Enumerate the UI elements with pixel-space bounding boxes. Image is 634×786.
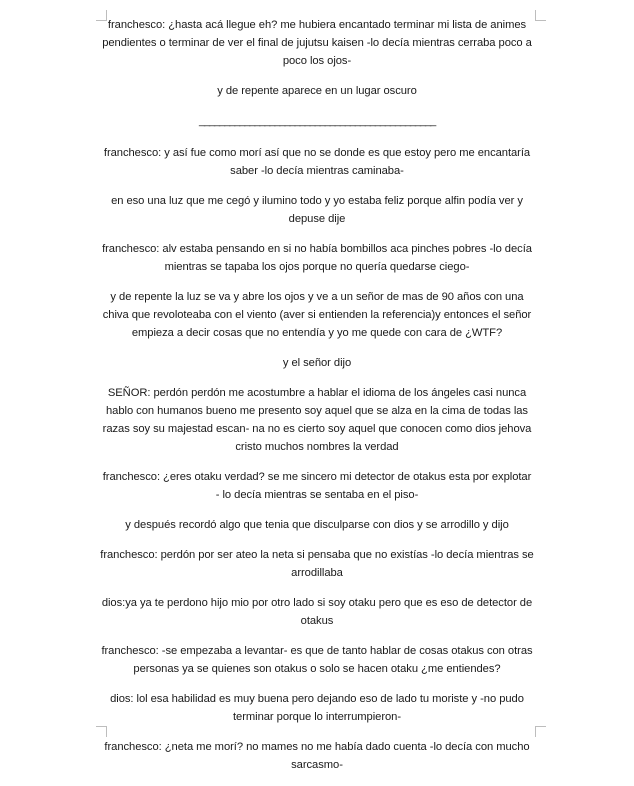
paragraph: dios:ya ya te perdono hijo mio por otro lado si soy otaku pero que es eso de detector de otakus xyxy=(101,597,533,627)
paragraph: franchesco: -se empezaba a levantar- es que de tanto hablar de cosas otakus con otras personas ya se quienes son otakus o solo se hacen otaku ¿me entiendes? xyxy=(101,645,533,675)
separator-line: _______________________________________________ xyxy=(198,115,436,127)
paragraph: franchesco: y así fue como morí así que no se donde es que estoy pero me encantaría saber -lo decía mientras caminaba- xyxy=(103,147,531,177)
paragraph: franchesco: ¿eres otaku verdad? se me sincero mi detector de otakus esta por explotar - lo decía mientras se sentaba en el piso- xyxy=(102,471,532,501)
paragraph: y de repente aparece en un lugar oscuro xyxy=(217,85,417,97)
margin-corner-mark xyxy=(535,10,546,21)
paragraph: y de repente la luz se va y abre los ojos y ve a un señor de mas de 90 años con una chiva que revoloteaba con el viento (aver si entienden la referencia)y entonces el señor empieza a decir cosas que no entendía y yo me quede con cara de ¿WTF? xyxy=(102,291,532,339)
paragraph: en eso una luz que me cegó y ilumino todo y yo estaba feliz porque alfin podía ver y depuse dije xyxy=(111,195,523,225)
paragraph: franchesco: ¿hasta acá llegue eh? me hubiera encantado terminar mi lista de animes pendientes o terminar de ver el final de jujutsu kaisen -lo decía mientras cerraba poco a poco los ojos- xyxy=(102,19,532,67)
paragraph: franchesco: ¿neta me morí? no mames no me había dado cuenta -lo decía con mucho sarcasmo- xyxy=(104,741,530,771)
paragraph: y el señor dijo xyxy=(282,357,352,369)
margin-corner-mark xyxy=(535,726,546,737)
paragraph: franchesco: perdón por ser ateo la neta si pensaba que no existías -lo decía mientras se arrodillaba xyxy=(100,549,534,579)
paragraph: franchesco: alv estaba pensando en si no había bombillos aca pinches pobres -lo decía mientras se tapaba los ojos porque no quería quedarse ciego- xyxy=(102,243,532,273)
document-body xyxy=(100,16,534,786)
paragraph: y después recordó algo que tenia que disculparse con dios y se arrodillo y dijo xyxy=(125,519,509,531)
paragraph: dios: lol esa habilidad es muy buena pero dejando eso de lado tu moriste y -no pudo terminar porque lo interrumpieron- xyxy=(110,693,524,723)
paragraph: SEÑOR: perdón perdón me acostumbre a hablar el idioma de los ángeles casi nunca hablo con humanos bueno me presento soy aquel que se alza en la cima de todas las razas soy su majestad escan- na no es cierto soy aquel que conocen como dios jehova cristo muchos nombres la verdad xyxy=(102,387,532,453)
